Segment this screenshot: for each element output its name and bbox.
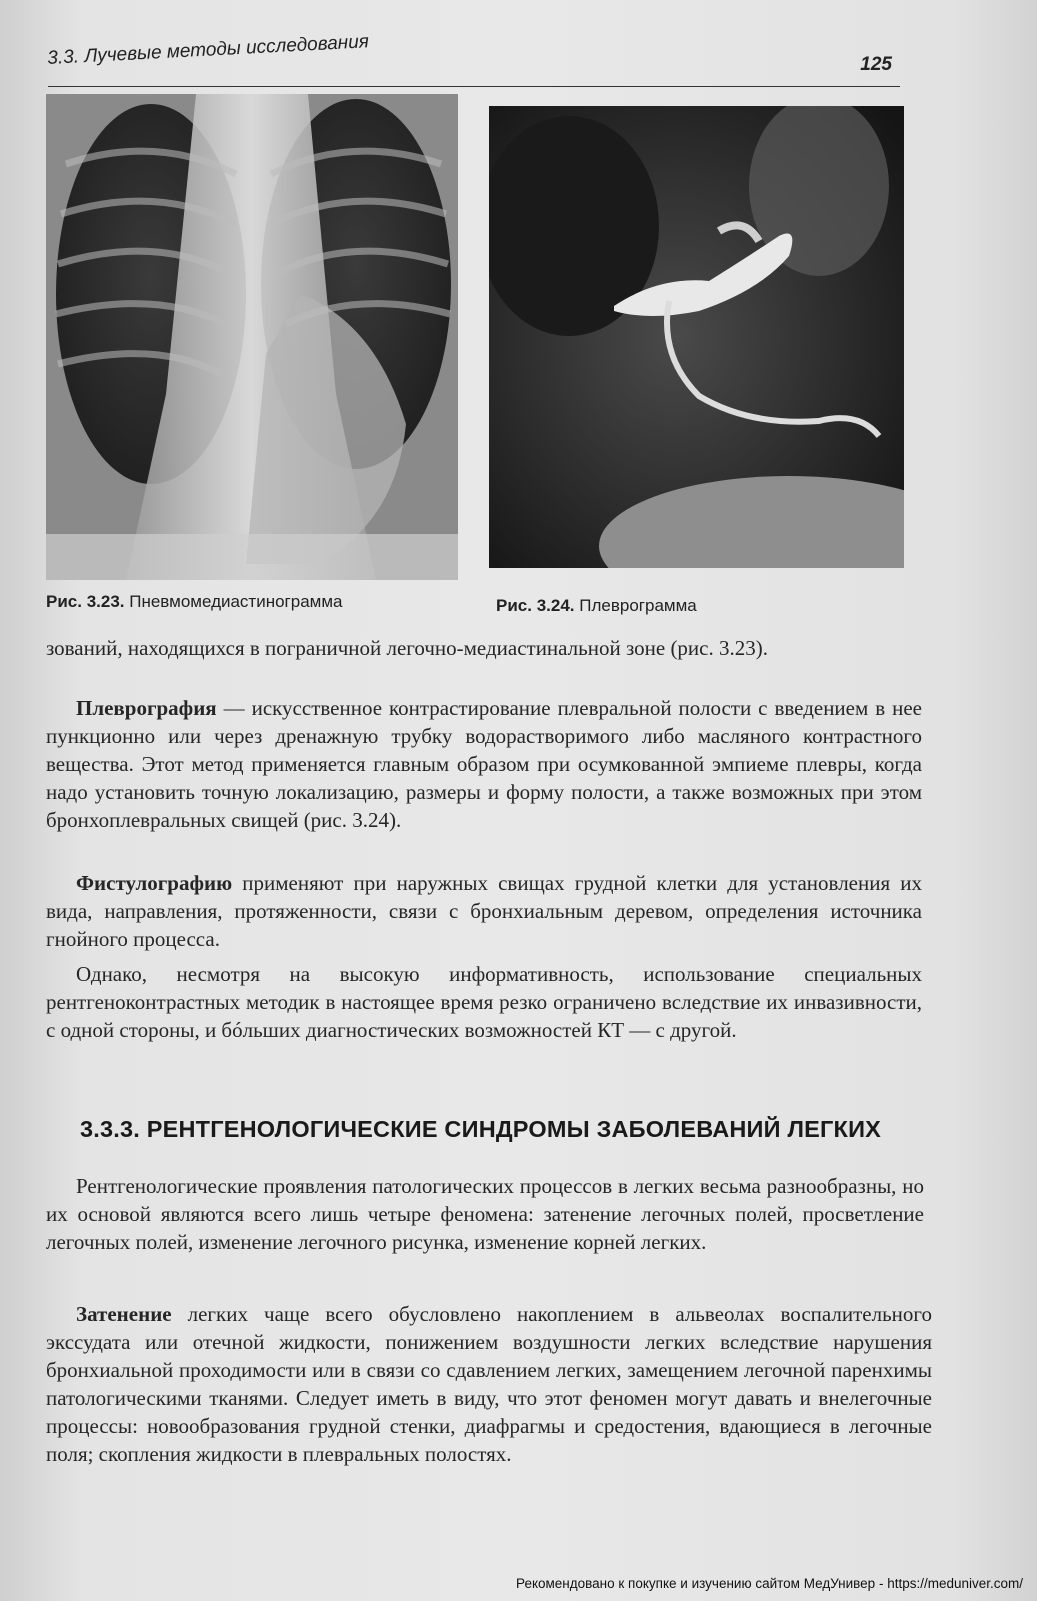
- paragraph-text: — искусственное контрастирование плевральной полости с введением в нее пункционно или через дренажную трубку водорастворимого либо масляного контрастного вещества. Этот метод применяется главным образом при осумкованной эмпиеме плевры, когда надо установить точную локализацию, размеры и форму полости, а также возможных при этом бронхоплевральных свищей (рис. 3.24).: [46, 696, 922, 832]
- figure-caption-3-23: [46, 592, 343, 612]
- figure-label: Рис. 3.24.: [496, 596, 575, 615]
- figure-caption-text: Плеврограмма: [579, 596, 697, 615]
- paragraph-continuation: зований, находящихся в пограничной легочно-медиастинальной зоне (рис. 3.23).: [46, 636, 768, 660]
- figure-caption-3-24: [496, 596, 697, 616]
- paragraph-limitations: Однако, несмотря на высокую информативность, использование специальных рентгеноконтрастных методик в настоящее время резко ограничено вследствие их инвазивности, с одной стороны, и бóльших диагностических возможностей КТ — с другой.: [46, 962, 922, 1042]
- term-pleurography: Плеврография: [76, 696, 217, 720]
- paragraph-pleurography: [46, 694, 922, 834]
- footer-recommendation: Рекомендовано к покупке и изучению сайтом МедУнивер - https://meduniver.com/: [516, 1576, 1023, 1591]
- figure-label: Рис. 3.23.: [46, 592, 125, 611]
- term-fistulography: Фистулографию: [76, 871, 233, 895]
- figure-pleurogram-image: [489, 106, 904, 568]
- page-number: 125: [860, 54, 892, 75]
- term-opacification: Затенение: [76, 1302, 172, 1326]
- paragraph-text: применяют при наружных свищах грудной клетки для установления их вида, направления, протяженности, связи с бронхиальным деревом, определения источника гнойного процесса.: [46, 871, 922, 951]
- figure-caption-text: Пневмомедиастинограмма: [129, 592, 343, 611]
- section-heading: 3.3.3. РЕНТГЕНОЛОГИЧЕСКИЕ СИНДРОМЫ ЗАБОЛЕВАНИЙ ЛЕГКИХ: [80, 1116, 882, 1142]
- running-head: [46, 31, 900, 87]
- paragraph-text: легких чаще всего обусловлено накоплением в альвеолах воспалительного экссудата или отечной жидкости, понижением воздушности легких вследствие нарушения бронхиальной проходимости или в связи со сдавлением легких, замещением легочной паренхимы патологическими тканями. Следует иметь в виду, что этот феномен могут давать и внелегочные процессы: новообразования грудной стенки, диафрагмы и средостения, вдающиеся в легочные поля; скопления жидкости в плевральных полостях.: [46, 1302, 932, 1466]
- running-section-title: 3.3. Лучевые методы исследования: [46, 31, 370, 70]
- figure-pneumomediastinogram-image: [46, 94, 458, 580]
- paragraph-phenomena: Рентгенологические проявления патологических процессов в легких весьма разнообразны, но их основой являются всего лишь четыре феномена: затенение легочных полей, просветление легочных полей, изменение легочного рисунка, изменение корней легких.: [46, 1174, 924, 1254]
- paragraph-opacification: [46, 1300, 932, 1468]
- paragraph-fistulography: [46, 869, 922, 953]
